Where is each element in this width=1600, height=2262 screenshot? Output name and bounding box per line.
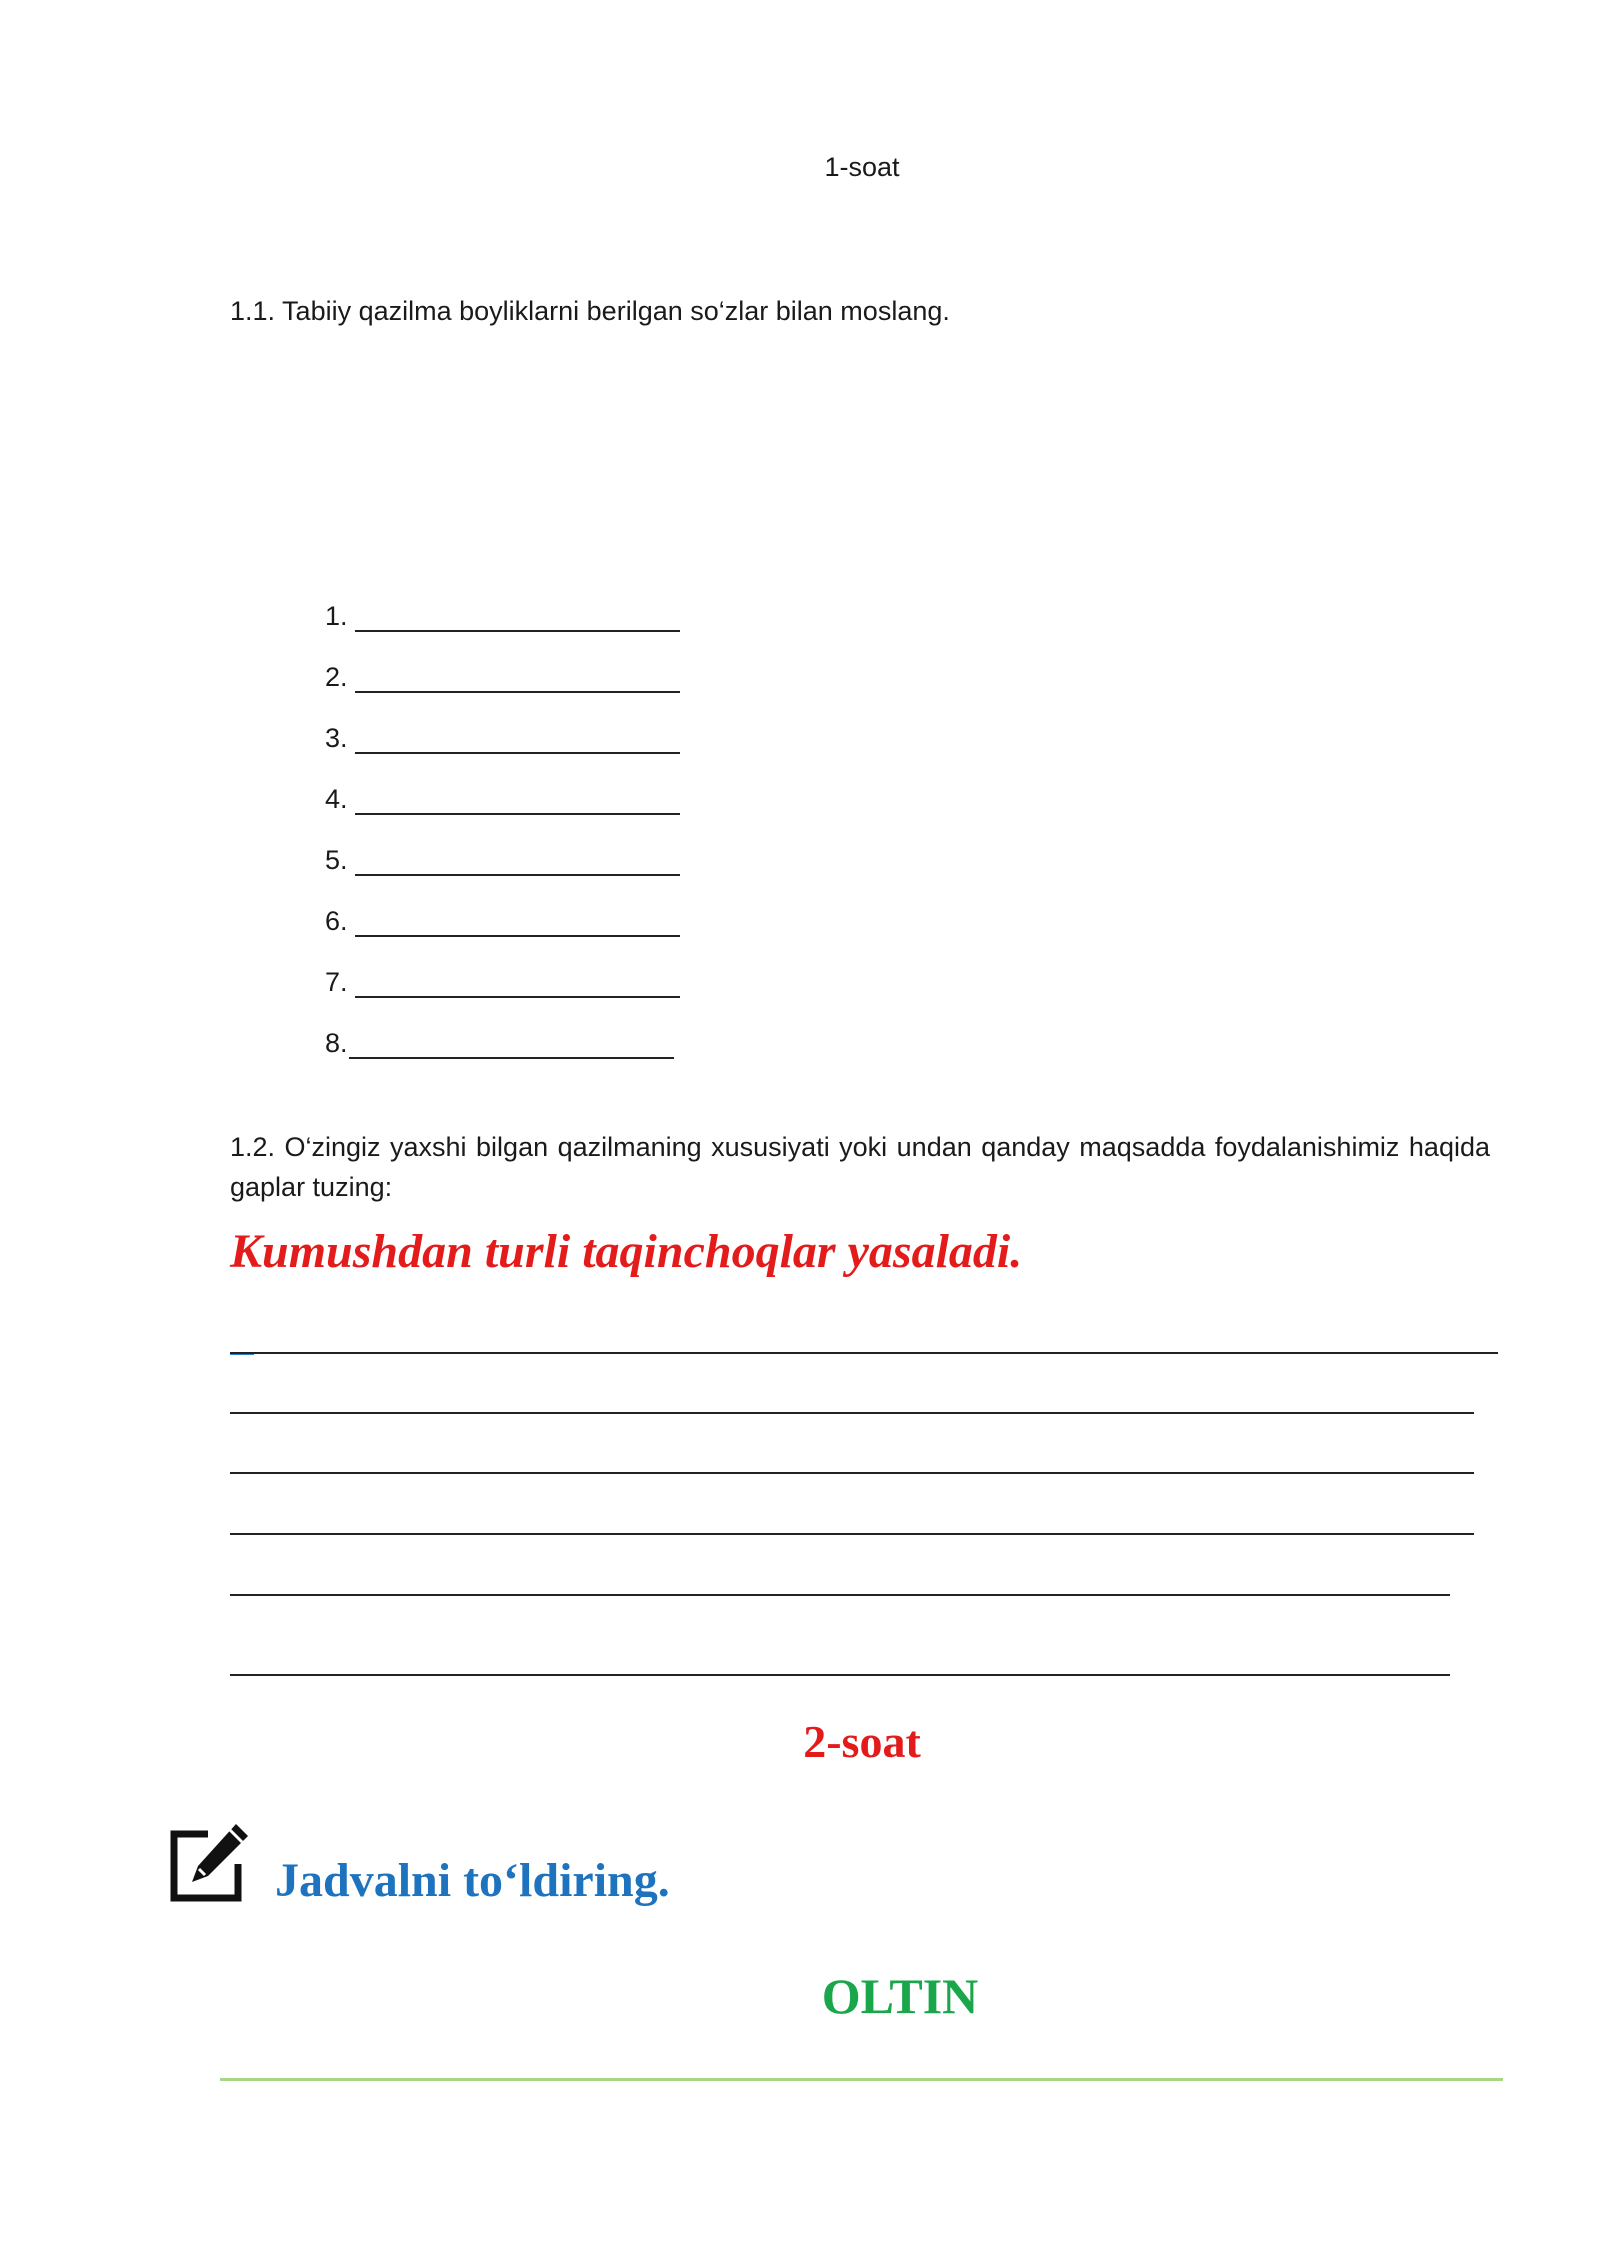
answer-number: 2. — [325, 662, 348, 692]
answer-number: 7. — [325, 967, 348, 997]
section-hour-label: 2-soat — [803, 1716, 921, 1767]
writing-line-6[interactable] — [230, 1674, 1450, 1676]
answer-blank-line[interactable] — [355, 966, 680, 998]
answer-row-7 — [325, 966, 680, 1027]
writing-line-5[interactable] — [230, 1594, 1450, 1596]
answer-blank-line[interactable] — [355, 722, 680, 754]
answer-blank-line[interactable] — [349, 1027, 674, 1059]
task-1-1-instruction: 1.1. Tabiiy qazilma boyliklarni berilgan so‘zlar bilan moslang. — [230, 296, 950, 326]
answer-row-8 — [325, 1027, 680, 1088]
answer-blank-line[interactable] — [355, 905, 680, 937]
answer-number: 1. — [325, 601, 348, 631]
table-instruction: Jadvalni to‘ldiring. — [275, 1854, 670, 1907]
writing-line-2[interactable] — [230, 1412, 1474, 1414]
edit-icon — [168, 1820, 252, 1904]
answer-list — [325, 600, 680, 1088]
answer-row-6 — [325, 905, 680, 966]
answer-row-3 — [325, 722, 680, 783]
answer-blank-line[interactable] — [355, 661, 680, 693]
answer-number: 6. — [325, 906, 348, 936]
answer-blank-line[interactable] — [355, 600, 680, 632]
answer-row-4 — [325, 783, 680, 844]
answer-blank-line[interactable] — [355, 844, 680, 876]
example-sentence: Kumushdan turli taqinchoqlar yasaladi. — [230, 1225, 1023, 1278]
answer-blank-line[interactable] — [355, 783, 680, 815]
answer-number: 4. — [325, 784, 348, 814]
page-hour-label: 1-soat — [824, 152, 900, 182]
mineral-title: OLTIN — [821, 1968, 979, 2024]
answer-number: 8. — [325, 1028, 348, 1058]
writing-line-1[interactable] — [230, 1352, 1498, 1354]
answer-number: 3. — [325, 723, 348, 753]
writing-line-4[interactable] — [230, 1533, 1474, 1535]
writing-line-3[interactable] — [230, 1472, 1474, 1474]
answer-number: 5. — [325, 845, 348, 875]
answer-row-1 — [325, 600, 680, 661]
green-divider — [220, 2078, 1503, 2081]
answer-row-5 — [325, 844, 680, 905]
task-1-2-instruction: 1.2. O‘zingiz yaxshi bilgan qazilmaning xususiyati yoki undan qanday maqsadda foydalanishimiz haqida gaplar tuzing: — [230, 1132, 1490, 1202]
answer-row-2 — [325, 661, 680, 722]
